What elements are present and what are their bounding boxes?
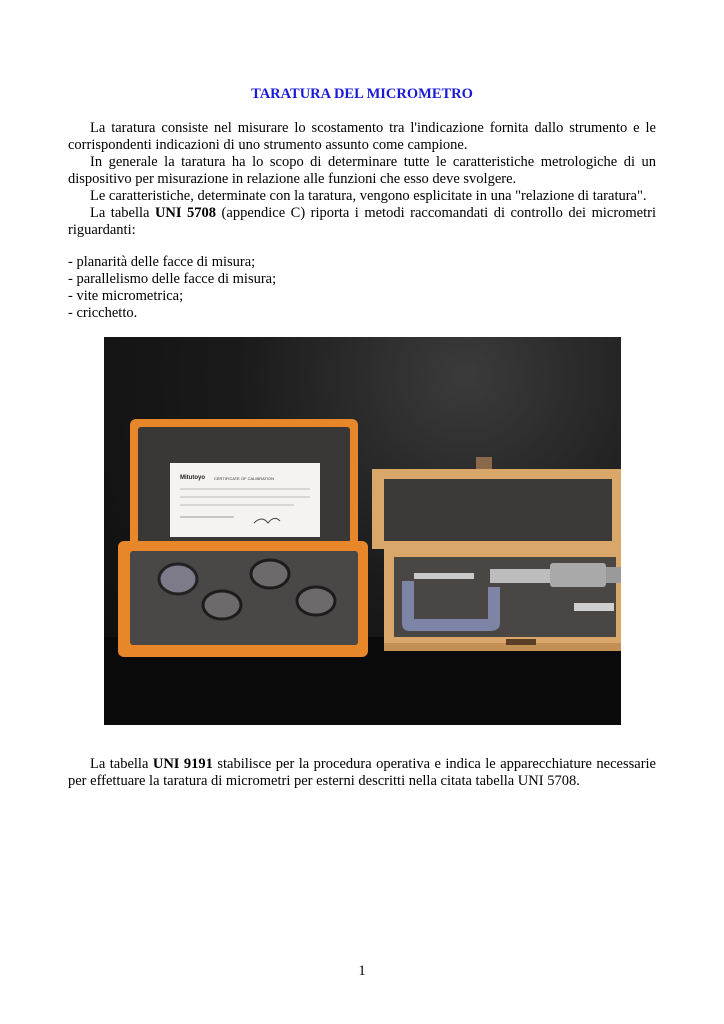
certificate-title: CERTIFICATE OF CALIBRATION — [214, 476, 275, 481]
wooden-lid-foam — [384, 479, 612, 541]
paragraph-definition: La taratura consiste nel misurare lo scostamento tra l'indicazione fornita dallo strumento e le corrispondenti indicazioni di uno strumento assunto come campione. — [68, 120, 656, 153]
list-item: - parallelismo delle facce di misura; — [68, 271, 277, 287]
page-number: 1 — [358, 963, 366, 979]
list-item: - vite micrometrica; — [68, 288, 184, 304]
standard-reference: UNI 9191 — [152, 756, 213, 772]
list-item: - planarità delle facce di misura; — [68, 254, 256, 270]
optical-flat — [251, 560, 289, 588]
certificate-brand: Mitutoyo — [180, 475, 205, 481]
page-title: TARATURA DEL MICROMETRO — [251, 86, 473, 102]
check-list — [68, 254, 656, 322]
optical-flat — [159, 564, 197, 594]
micrometer-ratchet — [606, 567, 621, 583]
optical-flat — [297, 587, 335, 615]
box-clasp — [476, 457, 492, 471]
uni9191-paragraph — [68, 756, 656, 790]
setting-rod — [574, 603, 614, 611]
intro-paragraphs — [68, 120, 656, 239]
micrometer-thimble — [550, 563, 606, 587]
optical-flat — [203, 591, 241, 619]
micrometer-sleeve — [490, 569, 550, 583]
wooden-box-front-edge — [384, 643, 621, 651]
text-fragment: stabilisce per la procedura operativa e indica le apparecchiature necessarie per effettuare la taratura di micrometri per esterni descritti nella citata tabella UNI 5708. — [68, 756, 656, 789]
paragraph-purpose: In generale la taratura ha lo scopo di determinare tutte le caratteristiche metrologiche di un dispositivo per misurazione in relazione alle funzioni che esso deve svolgere. — [68, 154, 656, 187]
paragraph-report: Le caratteristiche, determinate con la taratura, vengono esplicitate in una "relazione di taratura". — [90, 188, 647, 204]
photo-illustration — [104, 337, 621, 725]
paragraph-uni9191 — [68, 756, 656, 790]
paragraph-uni5708 — [68, 205, 656, 239]
text-fragment: La tabella — [90, 205, 155, 221]
box-latch — [506, 639, 536, 645]
text-fragment: (appendice C) riporta i metodi raccomandati di controllo dei micrometri riguardanti: — [68, 205, 656, 238]
micrometer-spindle — [414, 573, 474, 579]
micrometer-calibration-photo — [104, 337, 621, 725]
list-item: - cricchetto. — [68, 305, 138, 321]
text-fragment: La tabella — [90, 756, 153, 772]
standard-reference: UNI 5708 — [154, 205, 217, 221]
